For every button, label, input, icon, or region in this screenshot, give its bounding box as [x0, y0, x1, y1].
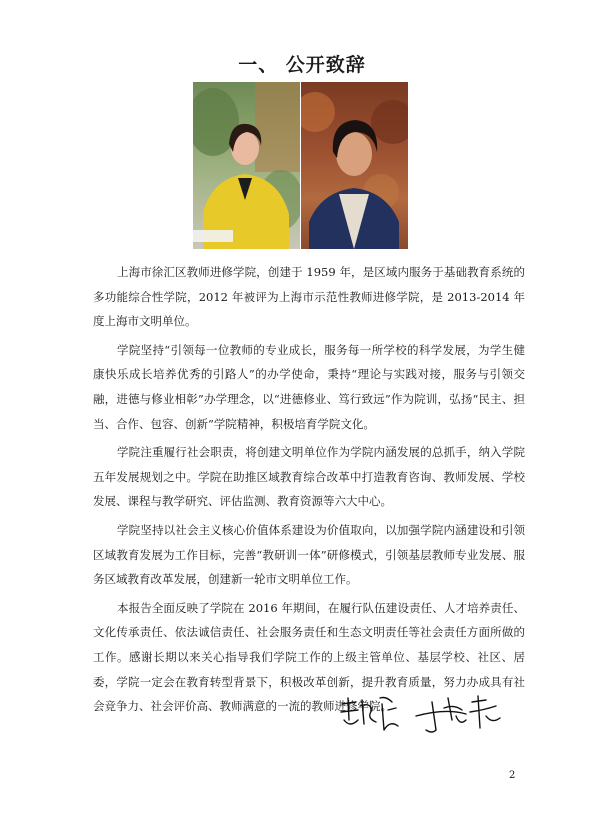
paragraph: 本报告全面反映了学院在 2016 年期间，在履行队伍建设责任、人才培养责任、文化传承责任、依法诚信责任、社会服务责任和生态文明责任等社会责任方面所做的工作。感谢长期以来关心指导我们学院工作的上级主管单位、基层学校、社区、居委，学院一定会在教育转型背景下，积极改革创新，提升教育质量，努力办成具有社会竞争力、社会评价高、教师满意的一流的教师进修学院。 [93, 600, 525, 714]
paragraph: 学院注重履行社会职责，将创建文明单位作为学院内涵发展的总抓手，纳入学院五年发展规划之中。学院在助推区域教育综合改革中打造教育咨询、教师发展、学校发展、课程与教学研究、评估监测、教育资源等六大中心。 [93, 445, 525, 509]
paragraph: 学院坚持以社会主义核心价值体系建设为价值取向，以加强学院内涵建设和引领区域教育发展为工作目标，完善“教研训一体”研修模式，引领基层教师专业发展、服务区域教育改革发展，创建新一轮市文明单位工作。 [93, 522, 525, 587]
portrait-photo-right [301, 82, 408, 249]
body-text [93, 260, 525, 723]
portrait-photo-left [193, 82, 300, 249]
signatures [336, 690, 526, 738]
section-title: 一、 公开致辞 [238, 54, 366, 76]
page-number: 2 [509, 770, 516, 781]
paragraph: 上海市徐汇区教师进修学院，创建于 1959 年，是区域内服务于基础教育系统的多功能综合性学院，2012 年被评为上海市示范性教师进修学院，是 2013-2014 年度上海市文明单位。 [93, 265, 525, 329]
paragraph: 学院坚持“引领每一位教师的专业成长，服务每一所学校的科学发展，为学生健康快乐成长培养优秀的引路人”的办学使命，秉持“理论与实践对接，服务与引领交融，进德与修业相彰”办学理念，以“进德修业、笃行致远”作为院训，弘扬“民主、担当、合作、包容、创新”学院精神，积极培育学院文化。 [93, 342, 525, 431]
signature-image [336, 690, 526, 738]
